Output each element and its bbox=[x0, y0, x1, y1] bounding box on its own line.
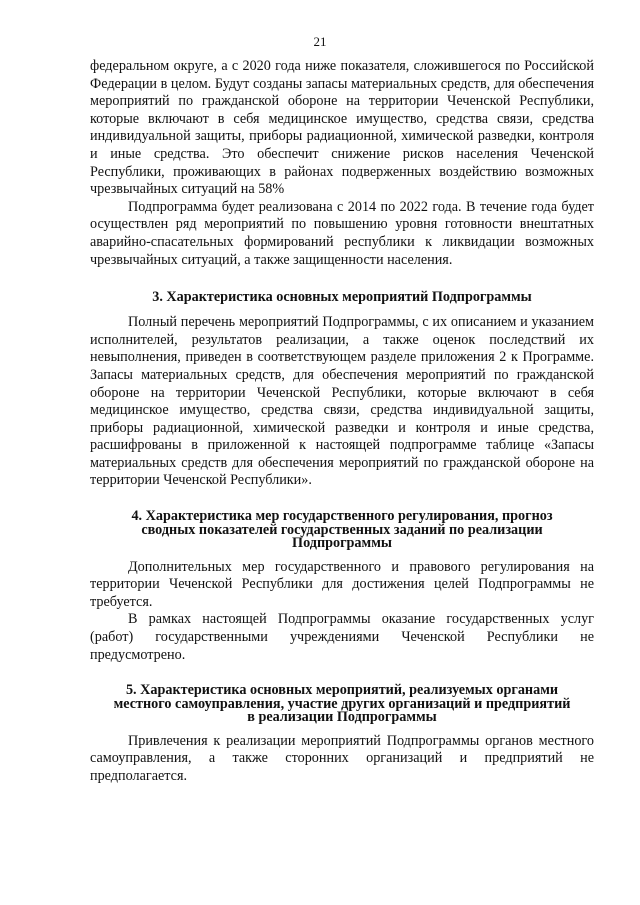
section-5-title-line-1: 5. Характеристика основных мероприятий, реализуемых органами bbox=[125, 682, 559, 699]
section-5-title-line-3: в реализации Подпрограммы bbox=[247, 709, 437, 726]
section-4-paragraph-1: Дополнительных мер государственного и правового регулирования на территории Чеченской Республики для достижения целей Подпрограммы не требуется. bbox=[90, 558, 594, 610]
section-5-title-line-2: местного самоуправления, участие других организаций и предприятий bbox=[113, 695, 571, 712]
intro-paragraph-1: федеральном округе, а с 2020 года ниже показателя, сложившегося по Российской Федерации в целом. Будут созданы запасы материальных средств, для обеспечения мероприятий по гражданской обороне на территории Чеченской Республики, которые включают в себя медицинское имущество, средства связи, средства индивидуальной защиты, приборы радиационной, химической разведки, контроля и иные средства. Это обеспечит снижение рисков населения Чеченской Республики, проживающих в районах подверженных воздействию возможных чрезвычайных ситуаций на 58% bbox=[90, 58, 594, 198]
section-5-title bbox=[90, 684, 594, 725]
section-3-paragraph-1: Полный перечень мероприятий Подпрограммы, с их описанием и указанием исполнителей, результатов реализации, а также оценок последствий их невыполнения, приведен в соответствующем разделе приложения 2 к Программе. Запасы материальных средств, для обеспечения мероприятий по гражданской обороне на территории Чеченской Республики, которые включают в себя медицинское имущество, средства связи, средства индивидуальной защиты, приборы радиационной, химической разведки и контроля и иные средства, расшифрованы в приложенной к настоящей подпрограмме таблице «Запасы материальных средств для обеспечения мероприятий по гражданской обороне на территории Чеченской Республики». bbox=[90, 314, 594, 489]
section-4-title-line-1: 4. Характеристика мер государственного регулирования, прогноз bbox=[131, 508, 553, 525]
intro-paragraph-2: Подпрограмма будет реализована с 2014 по 2022 года. В течение года будет осуществлен ряд мероприятий по повышению уровня готовности внештатных аварийно-спасательных формирований республики к ликвидации возможных чрезвычайных ситуаций, а также защищенности населения. bbox=[90, 198, 594, 268]
page-number: 21 bbox=[313, 34, 327, 49]
section-3-title: 3. Характеристика основных мероприятий Подпрограммы bbox=[152, 289, 532, 306]
section-5-paragraph-1: Привлечения к реализации мероприятий Подпрограммы органов местного самоуправления, а также сторонних организаций и предприятий не предполагается. bbox=[90, 732, 594, 784]
section-4-paragraph-2: В рамках настоящей Подпрограммы оказание государственных услуг (работ) государственными учреждениями Чеченской Республики не предусмотрено. bbox=[90, 611, 594, 663]
document-body bbox=[90, 58, 594, 785]
section-4-title-line-3: Подпрограммы bbox=[292, 535, 392, 552]
section-4-title-line-2: сводных показателей государственных заданий по реализации bbox=[141, 521, 543, 538]
section-4-title bbox=[90, 510, 594, 551]
